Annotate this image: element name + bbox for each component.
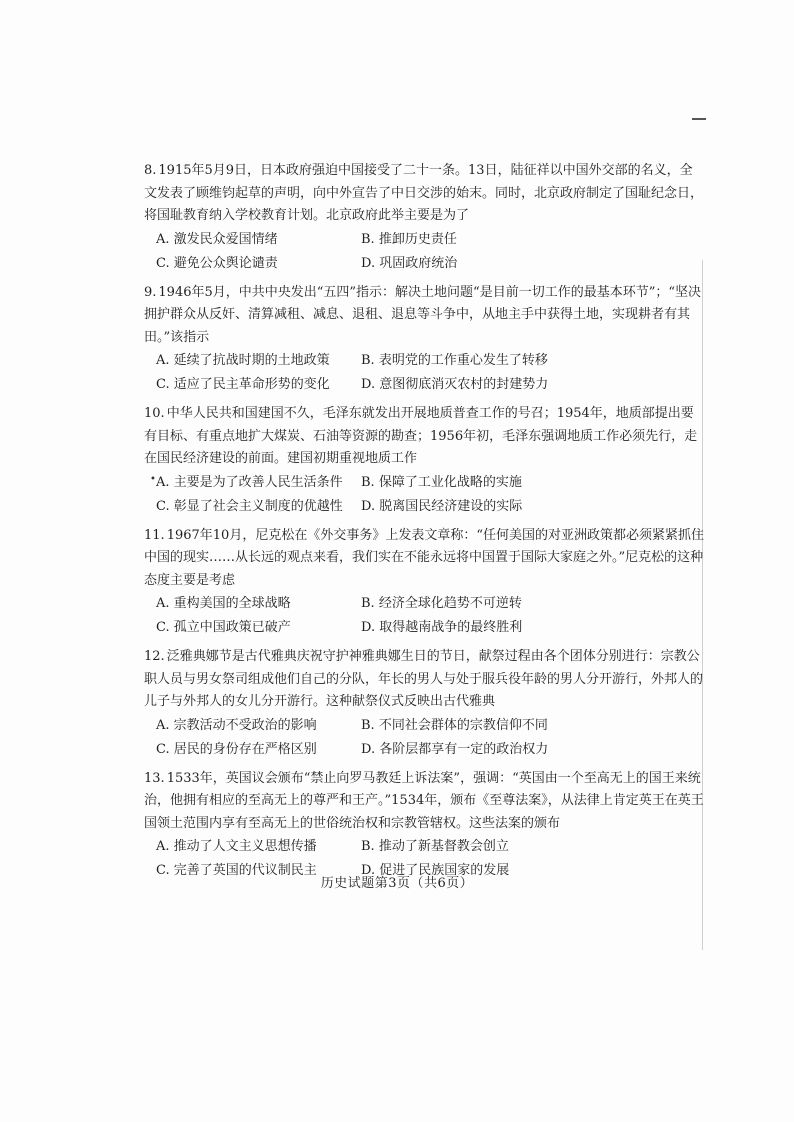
option-a: A. 重构美国的全球战略 xyxy=(156,596,291,611)
option-d: D. 取得越南战争的最终胜利 xyxy=(361,620,523,635)
question-list xyxy=(144,160,704,889)
question-13 xyxy=(144,768,704,884)
option-d: D. 意图彻底消灭农村的封建势力 xyxy=(361,377,549,392)
question-11 xyxy=(144,525,704,641)
option-a: A. 推动了人文主义思想传播 xyxy=(156,839,317,854)
options xyxy=(144,714,704,762)
option-c: C. 孤立中国政策已破产 xyxy=(156,620,291,635)
option-c: C. 适应了民主革命形势的变化 xyxy=(156,377,330,392)
question-stem: 1946年5月，中共中央发出“五四”指示：解决土地问题“是目前一切工作的最基本环节”；“坚决拥护群众从反奸、清算减租、减息、退租、退息等斗争中，从地主手中获得土地，实现耕者有其田。”该指示 xyxy=(144,284,701,345)
option-b: B. 表明党的工作重心发生了转移 xyxy=(361,353,548,368)
option-c: C. 完善了英国的代议制民主 xyxy=(156,863,317,878)
question-8 xyxy=(144,160,704,276)
question-10 xyxy=(144,403,704,519)
question-stem: 1967年10月，尼克松在《外交事务》上发表文章称：“任何美国的对亚洲政策都必须紧紧抓住中国的现实……从长远的观点来看，我们实在不能永远将中国置于国际大家庭之外。”尼克松的这种态度主要是考虑 xyxy=(144,527,704,588)
question-number: 9. xyxy=(144,284,157,300)
option-c: C. 彰显了社会主义制度的优越性 xyxy=(156,498,343,514)
option-c: C. 避免公众舆论谴责 xyxy=(156,255,278,271)
page-footer: 历史试题第3页（共6页） xyxy=(320,876,474,891)
option-b: B. 经济全球化趋势不可逆转 xyxy=(361,596,522,611)
option-a: A. 激发民众爱国情绪 xyxy=(156,231,278,247)
option-b: B. 不同社会群体的宗教信仰不同 xyxy=(361,717,548,733)
question-stem: 中华人民共和国建国不久，毛泽东就发出开展地质普查工作的号召；1954年，地质部提出要有目标、有重点地扩大煤炭、石油等资源的勘查；1956年初，毛泽东强调地质工作必须先行，走在国民经济建设的前面。建国初期重视地质工作 xyxy=(144,406,698,466)
option-a: A. 延续了抗战时期的土地政策 xyxy=(156,353,330,368)
option-c: C. 居民的身份存在严格区别 xyxy=(156,741,317,757)
question-number: 13. xyxy=(144,770,165,786)
question-9 xyxy=(144,282,704,398)
question-number: 10. xyxy=(144,406,165,421)
option-b: B. 推动了新基督教会创立 xyxy=(361,839,509,854)
option-b: B. 保障了工业化战略的实施 xyxy=(361,474,522,490)
options xyxy=(144,592,704,640)
options xyxy=(144,471,704,519)
scan-mark xyxy=(692,118,706,120)
question-stem: 1915年5月9日，日本政府强迫中国接受了二十一条。13日，陆征祥以中国外交部的名义，全文发表了顾维钧起草的声明，向中外宣告了中日交涉的始末。同时，北京政府制定了国耻纪念日，将国耻教育纳入学校教育计划。北京政府此举主要是为了 xyxy=(144,163,704,223)
question-number: 11. xyxy=(144,527,165,543)
option-d: D. 各阶层都享有一定的政治权力 xyxy=(361,741,549,757)
question-number: 12. xyxy=(144,649,165,664)
question-stem: 1533年，英国议会颁布“禁止向罗马教廷上诉法案”，强调：“英国由一个至高无上的国王来统治，他拥有相应的至高无上的尊严和王产。”1534年，颁布《至尊法案》，从法律上肯定英王在英王国领土范围内享有至高无上的世俗统治权和宗教管辖权。这些法案的颁布 xyxy=(144,770,704,831)
scan-dot: • xyxy=(150,474,156,485)
option-a: A. 宗教活动不受政治的影响 xyxy=(156,717,317,733)
option-d: D. 脱离国民经济建设的实际 xyxy=(361,498,523,514)
option-a: A. 主要是为了改善人民生活条件 xyxy=(156,474,343,490)
option-b: B. 推卸历史责任 xyxy=(361,231,457,247)
question-number: 8. xyxy=(144,163,157,178)
option-d: D. 巩固政府统治 xyxy=(361,255,458,271)
options xyxy=(144,349,704,397)
option-d: D. 促进了民族国家的发展 xyxy=(361,863,510,878)
options xyxy=(144,228,704,276)
question-stem: 泛雅典娜节是古代雅典庆祝守护神雅典娜生日的节日，献祭过程由各个团体分别进行：宗教公职人员与男女祭司组成他们自己的分队，年长的男人与处于服兵役年龄的男人分开游行，外邦人的儿子与外邦人的女儿分开游行。这种献祭仪式反映出古代雅典 xyxy=(144,649,704,709)
question-12 xyxy=(144,646,704,762)
